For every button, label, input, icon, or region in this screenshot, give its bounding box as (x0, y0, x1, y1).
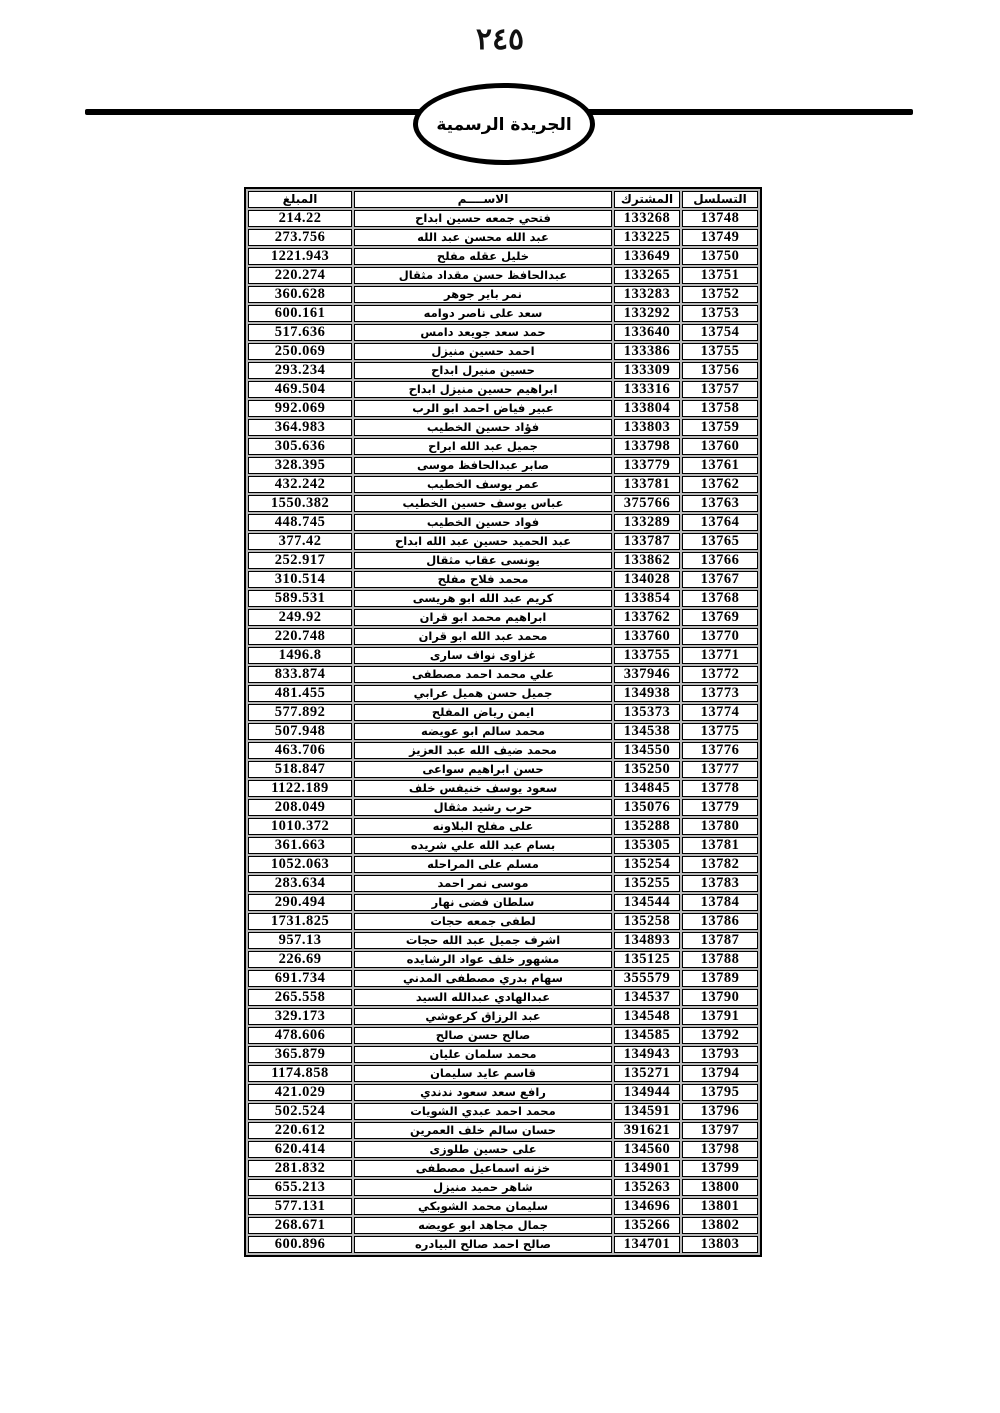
cell-amount: 589.531 (248, 590, 352, 607)
cell-serial: 13775 (682, 723, 758, 740)
cell-subscriber: 134845 (614, 780, 680, 797)
table-row (248, 666, 758, 683)
table-row (248, 799, 758, 816)
cell-serial: 13762 (682, 476, 758, 493)
table-row (248, 438, 758, 455)
cell-subscriber: 134537 (614, 989, 680, 1006)
cell-name: سلطان فضى نهار (354, 894, 612, 911)
cell-amount: 226.69 (248, 951, 352, 968)
cell-serial: 13761 (682, 457, 758, 474)
cell-serial: 13780 (682, 818, 758, 835)
cell-amount: 283.634 (248, 875, 352, 892)
cell-subscriber: 134701 (614, 1236, 680, 1253)
cell-serial: 13782 (682, 856, 758, 873)
cell-amount: 220.612 (248, 1122, 352, 1139)
cell-amount: 273.756 (248, 229, 352, 246)
cell-name: عبدالهادي عبدالله السيد (354, 989, 612, 1006)
cell-serial: 13766 (682, 552, 758, 569)
cell-serial: 13773 (682, 685, 758, 702)
cell-name: عبدالحافظ حسن مقداد مثقال (354, 267, 612, 284)
cell-name: محمد سالم ابو عويضه (354, 723, 612, 740)
cell-name: عباس يوسف حسين الخطيب (354, 495, 612, 512)
cell-serial: 13771 (682, 647, 758, 664)
table-row (248, 476, 758, 493)
cell-subscriber: 134943 (614, 1046, 680, 1063)
table-row (248, 267, 758, 284)
table-row (248, 742, 758, 759)
table-row (248, 419, 758, 436)
header-amount: المبلغ (248, 191, 352, 208)
table-row (248, 913, 758, 930)
header-name: الاســــم (354, 191, 612, 208)
cell-name: فواد حسين الخطيب (354, 514, 612, 531)
cell-amount: 833.874 (248, 666, 352, 683)
cell-serial: 13795 (682, 1084, 758, 1101)
cell-subscriber: 133854 (614, 590, 680, 607)
cell-name: جميل عبد الله ابراح (354, 438, 612, 455)
table-row (248, 932, 758, 949)
gazette-banner-title: الجريدة الرسمية (436, 115, 572, 135)
cell-subscriber: 133265 (614, 267, 680, 284)
cell-amount: 293.234 (248, 362, 352, 379)
table-row (248, 400, 758, 417)
cell-serial: 13803 (682, 1236, 758, 1253)
cell-amount: 600.896 (248, 1236, 352, 1253)
cell-amount: 1010.372 (248, 818, 352, 835)
cell-subscriber: 135263 (614, 1179, 680, 1196)
cell-subscriber: 133283 (614, 286, 680, 303)
cell-serial: 13797 (682, 1122, 758, 1139)
cell-subscriber: 133386 (614, 343, 680, 360)
table-row (248, 1084, 758, 1101)
cell-subscriber: 355579 (614, 970, 680, 987)
header-subscriber: المشترك (614, 191, 680, 208)
cell-amount: 220.748 (248, 628, 352, 645)
cell-amount: 1052.063 (248, 856, 352, 873)
cell-subscriber: 133755 (614, 647, 680, 664)
cell-amount: 655.213 (248, 1179, 352, 1196)
cell-name: مسلم على المراحله (354, 856, 612, 873)
cell-amount: 432.242 (248, 476, 352, 493)
table-row (248, 248, 758, 265)
cell-name: نمر باير جوهر (354, 286, 612, 303)
cell-subscriber: 337946 (614, 666, 680, 683)
cell-serial: 13750 (682, 248, 758, 265)
table-row (248, 647, 758, 664)
cell-subscriber: 134901 (614, 1160, 680, 1177)
cell-amount: 1122.189 (248, 780, 352, 797)
cell-subscriber: 134538 (614, 723, 680, 740)
cell-serial: 13789 (682, 970, 758, 987)
cell-subscriber: 134544 (614, 894, 680, 911)
cell-serial: 13791 (682, 1008, 758, 1025)
cell-name: احمد حسين منيزل (354, 343, 612, 360)
cell-amount: 249.92 (248, 609, 352, 626)
cell-serial: 13760 (682, 438, 758, 455)
cell-name: ابراهيم محمد ابو قران (354, 609, 612, 626)
cell-serial: 13774 (682, 704, 758, 721)
table-row (248, 818, 758, 835)
cell-serial: 13748 (682, 210, 758, 227)
cell-name: محمد سلمان عليان (354, 1046, 612, 1063)
cell-name: جمال مجاهد ابو عويضه (354, 1217, 612, 1234)
cell-name: حرب رشيد مثقال (354, 799, 612, 816)
cell-serial: 13777 (682, 761, 758, 778)
cell-name: خليل عقله مفلح (354, 248, 612, 265)
cell-subscriber: 135266 (614, 1217, 680, 1234)
cell-name: مشهور خلف عواد الرشايده (354, 951, 612, 968)
cell-name: صالح احمد صالح البيادره (354, 1236, 612, 1253)
cell-amount: 214.22 (248, 210, 352, 227)
cell-name: قاسم عايد سليمان (354, 1065, 612, 1082)
cell-amount: 448.745 (248, 514, 352, 531)
cell-subscriber: 133779 (614, 457, 680, 474)
table-row (248, 305, 758, 322)
cell-subscriber: 135305 (614, 837, 680, 854)
cell-amount: 478.606 (248, 1027, 352, 1044)
cell-serial: 13786 (682, 913, 758, 930)
table-row (248, 1141, 758, 1158)
cell-serial: 13769 (682, 609, 758, 626)
cell-subscriber: 134591 (614, 1103, 680, 1120)
cell-amount: 305.636 (248, 438, 352, 455)
cell-name: خزنه اسماعيل مصطفى (354, 1160, 612, 1177)
cell-name: فتحي جمعه حسين ابداح (354, 210, 612, 227)
cell-serial: 13754 (682, 324, 758, 341)
cell-amount: 265.558 (248, 989, 352, 1006)
cell-serial: 13749 (682, 229, 758, 246)
cell-serial: 13756 (682, 362, 758, 379)
cell-name: عبد الرزاق كرعوشي (354, 1008, 612, 1025)
cell-amount: 481.455 (248, 685, 352, 702)
cell-subscriber: 135288 (614, 818, 680, 835)
cell-serial: 13764 (682, 514, 758, 531)
beneficiaries-table (244, 187, 762, 1257)
cell-amount: 992.069 (248, 400, 352, 417)
cell-amount: 365.879 (248, 1046, 352, 1063)
table-body (248, 210, 758, 1253)
cell-amount: 208.049 (248, 799, 352, 816)
table-row (248, 552, 758, 569)
cell-name: فؤاد حسين الخطيب (354, 419, 612, 436)
cell-subscriber: 133762 (614, 609, 680, 626)
cell-subscriber: 135076 (614, 799, 680, 816)
cell-name: على مفلح البلاونه (354, 818, 612, 835)
table-row (248, 362, 758, 379)
cell-name: صابر عبدالحافظ موسى (354, 457, 612, 474)
cell-name: علي محمد احمد مصطفى (354, 666, 612, 683)
cell-subscriber: 135373 (614, 704, 680, 721)
table-row (248, 1122, 758, 1139)
cell-subscriber: 133292 (614, 305, 680, 322)
cell-serial: 13755 (682, 343, 758, 360)
cell-name: موسى نمر احمد (354, 875, 612, 892)
cell-amount: 469.504 (248, 381, 352, 398)
cell-name: عبير فياض احمد ابو الرب (354, 400, 612, 417)
cell-name: كريم عبد الله ابو هريسى (354, 590, 612, 607)
cell-amount: 507.948 (248, 723, 352, 740)
cell-name: سعد على ناصر دوامه (354, 305, 612, 322)
table-row (248, 381, 758, 398)
table-row (248, 533, 758, 550)
cell-name: محمد احمد عبدي الشويات (354, 1103, 612, 1120)
cell-serial: 13779 (682, 799, 758, 816)
table-row (248, 1027, 758, 1044)
table-row (248, 1198, 758, 1215)
cell-serial: 13752 (682, 286, 758, 303)
table-row (248, 229, 758, 246)
header-serial: التسلسل (682, 191, 758, 208)
table-row (248, 761, 758, 778)
cell-subscriber: 135125 (614, 951, 680, 968)
cell-serial: 13778 (682, 780, 758, 797)
table-row (248, 343, 758, 360)
cell-serial: 13790 (682, 989, 758, 1006)
table-row (248, 1179, 758, 1196)
cell-serial: 13772 (682, 666, 758, 683)
cell-amount: 310.514 (248, 571, 352, 588)
cell-serial: 13800 (682, 1179, 758, 1196)
table-row (248, 685, 758, 702)
cell-serial: 13759 (682, 419, 758, 436)
cell-amount: 250.069 (248, 343, 352, 360)
cell-name: جميل حسن هميل عرابي (354, 685, 612, 702)
table-row (248, 1236, 758, 1253)
table-row (248, 989, 758, 1006)
cell-subscriber: 133803 (614, 419, 680, 436)
table-row (248, 1103, 758, 1120)
cell-subscriber: 134696 (614, 1198, 680, 1215)
cell-name: حسين منيرل ابداح (354, 362, 612, 379)
cell-subscriber: 134560 (614, 1141, 680, 1158)
table-row (248, 970, 758, 987)
cell-name: محمد ضيف الله عبد العزيز (354, 742, 612, 759)
cell-amount: 421.029 (248, 1084, 352, 1101)
cell-name: حمد سعد جويعد دامس (354, 324, 612, 341)
cell-name: سليمان محمد الشوبكي (354, 1198, 612, 1215)
cell-name: رافع سعد سعود ندندي (354, 1084, 612, 1101)
table-header-row (248, 191, 758, 208)
cell-subscriber: 133225 (614, 229, 680, 246)
cell-name: حسن ابراهيم سواعى (354, 761, 612, 778)
table-row (248, 1046, 758, 1063)
cell-serial: 13781 (682, 837, 758, 854)
cell-amount: 463.706 (248, 742, 352, 759)
cell-name: يونسى عقاب مثقال (354, 552, 612, 569)
cell-subscriber: 135271 (614, 1065, 680, 1082)
cell-amount: 957.13 (248, 932, 352, 949)
cell-subscriber: 133862 (614, 552, 680, 569)
gazette-banner-ellipse (413, 83, 595, 165)
cell-subscriber: 133309 (614, 362, 680, 379)
table-row (248, 1217, 758, 1234)
cell-subscriber: 133787 (614, 533, 680, 550)
table-row (248, 457, 758, 474)
cell-serial: 13788 (682, 951, 758, 968)
cell-serial: 13751 (682, 267, 758, 284)
cell-amount: 1221.943 (248, 248, 352, 265)
cell-name: عبد الحميد حسين عبد الله ابداح (354, 533, 612, 550)
cell-serial: 13792 (682, 1027, 758, 1044)
cell-amount: 290.494 (248, 894, 352, 911)
cell-serial: 13783 (682, 875, 758, 892)
cell-subscriber: 135255 (614, 875, 680, 892)
cell-amount: 281.832 (248, 1160, 352, 1177)
table-row (248, 780, 758, 797)
table-row (248, 723, 758, 740)
cell-name: ابراهيم حسين منيزل ابداح (354, 381, 612, 398)
cell-amount: 1550.382 (248, 495, 352, 512)
cell-subscriber: 135254 (614, 856, 680, 873)
cell-name: عمر يوسف الخطيب (354, 476, 612, 493)
table-row (248, 837, 758, 854)
cell-serial: 13798 (682, 1141, 758, 1158)
cell-name: بسام عبد الله علي شريده (354, 837, 612, 854)
cell-amount: 518.847 (248, 761, 352, 778)
table-row (248, 951, 758, 968)
cell-subscriber: 133798 (614, 438, 680, 455)
cell-name: صالح حسن صالح (354, 1027, 612, 1044)
cell-subscriber: 133289 (614, 514, 680, 531)
cell-amount: 502.524 (248, 1103, 352, 1120)
cell-amount: 577.892 (248, 704, 352, 721)
cell-name: عبد الله محسن عبد الله (354, 229, 612, 246)
table-row (248, 590, 758, 607)
cell-serial: 13794 (682, 1065, 758, 1082)
cell-subscriber: 133649 (614, 248, 680, 265)
cell-subscriber: 134028 (614, 571, 680, 588)
cell-name: محمد عبد الله ابو قران (354, 628, 612, 645)
cell-serial: 13776 (682, 742, 758, 759)
cell-amount: 1174.858 (248, 1065, 352, 1082)
cell-subscriber: 375766 (614, 495, 680, 512)
cell-subscriber: 134585 (614, 1027, 680, 1044)
cell-subscriber: 391621 (614, 1122, 680, 1139)
table-row (248, 704, 758, 721)
cell-subscriber: 133760 (614, 628, 680, 645)
cell-amount: 360.628 (248, 286, 352, 303)
table-row (248, 324, 758, 341)
cell-name: حسان سالم خلف العمرين (354, 1122, 612, 1139)
cell-serial: 13757 (682, 381, 758, 398)
cell-subscriber: 135250 (614, 761, 680, 778)
cell-subscriber: 133316 (614, 381, 680, 398)
cell-serial: 13784 (682, 894, 758, 911)
cell-amount: 220.274 (248, 267, 352, 284)
cell-name: غزاوى نواف سارى (354, 647, 612, 664)
cell-subscriber: 134944 (614, 1084, 680, 1101)
cell-subscriber: 133268 (614, 210, 680, 227)
cell-subscriber: 134548 (614, 1008, 680, 1025)
cell-serial: 13753 (682, 305, 758, 322)
table-row (248, 495, 758, 512)
table-row (248, 210, 758, 227)
cell-amount: 517.636 (248, 324, 352, 341)
cell-serial: 13787 (682, 932, 758, 949)
cell-amount: 691.734 (248, 970, 352, 987)
cell-name: على حسين طلوزى (354, 1141, 612, 1158)
cell-subscriber: 135258 (614, 913, 680, 930)
cell-serial: 13758 (682, 400, 758, 417)
cell-amount: 600.161 (248, 305, 352, 322)
cell-serial: 13796 (682, 1103, 758, 1120)
table-row (248, 856, 758, 873)
cell-subscriber: 134893 (614, 932, 680, 949)
cell-name: محمد فلاح مفلح (354, 571, 612, 588)
cell-serial: 13767 (682, 571, 758, 588)
table-row (248, 1008, 758, 1025)
cell-amount: 361.663 (248, 837, 352, 854)
cell-amount: 329.173 (248, 1008, 352, 1025)
cell-serial: 13770 (682, 628, 758, 645)
cell-name: سهام بدري مصطفى المدني (354, 970, 612, 987)
table-row (248, 514, 758, 531)
cell-amount: 268.671 (248, 1217, 352, 1234)
cell-amount: 577.131 (248, 1198, 352, 1215)
table-row (248, 571, 758, 588)
cell-serial: 13768 (682, 590, 758, 607)
cell-subscriber: 134550 (614, 742, 680, 759)
cell-amount: 1496.8 (248, 647, 352, 664)
cell-serial: 13801 (682, 1198, 758, 1215)
page-number: ٢٤٥ (475, 22, 525, 57)
cell-name: ايمن رياض المفلح (354, 704, 612, 721)
cell-name: لطفى جمعه حجات (354, 913, 612, 930)
table-row (248, 286, 758, 303)
cell-amount: 1731.825 (248, 913, 352, 930)
cell-subscriber: 134938 (614, 685, 680, 702)
cell-name: سعود يوسف خنيفس خلف (354, 780, 612, 797)
table-row (248, 894, 758, 911)
cell-serial: 13802 (682, 1217, 758, 1234)
table-row (248, 1160, 758, 1177)
cell-subscriber: 133640 (614, 324, 680, 341)
cell-amount: 364.983 (248, 419, 352, 436)
table-row (248, 875, 758, 892)
cell-serial: 13799 (682, 1160, 758, 1177)
table-row (248, 609, 758, 626)
cell-amount: 377.42 (248, 533, 352, 550)
table-row (248, 628, 758, 645)
cell-serial: 13765 (682, 533, 758, 550)
cell-amount: 328.395 (248, 457, 352, 474)
cell-name: اشرف جميل عبد الله حجات (354, 932, 612, 949)
cell-serial: 13793 (682, 1046, 758, 1063)
cell-serial: 13763 (682, 495, 758, 512)
cell-subscriber: 133781 (614, 476, 680, 493)
cell-subscriber: 133804 (614, 400, 680, 417)
cell-amount: 252.917 (248, 552, 352, 569)
cell-name: شاهر حميد منيزل (354, 1179, 612, 1196)
table-row (248, 1065, 758, 1082)
cell-amount: 620.414 (248, 1141, 352, 1158)
